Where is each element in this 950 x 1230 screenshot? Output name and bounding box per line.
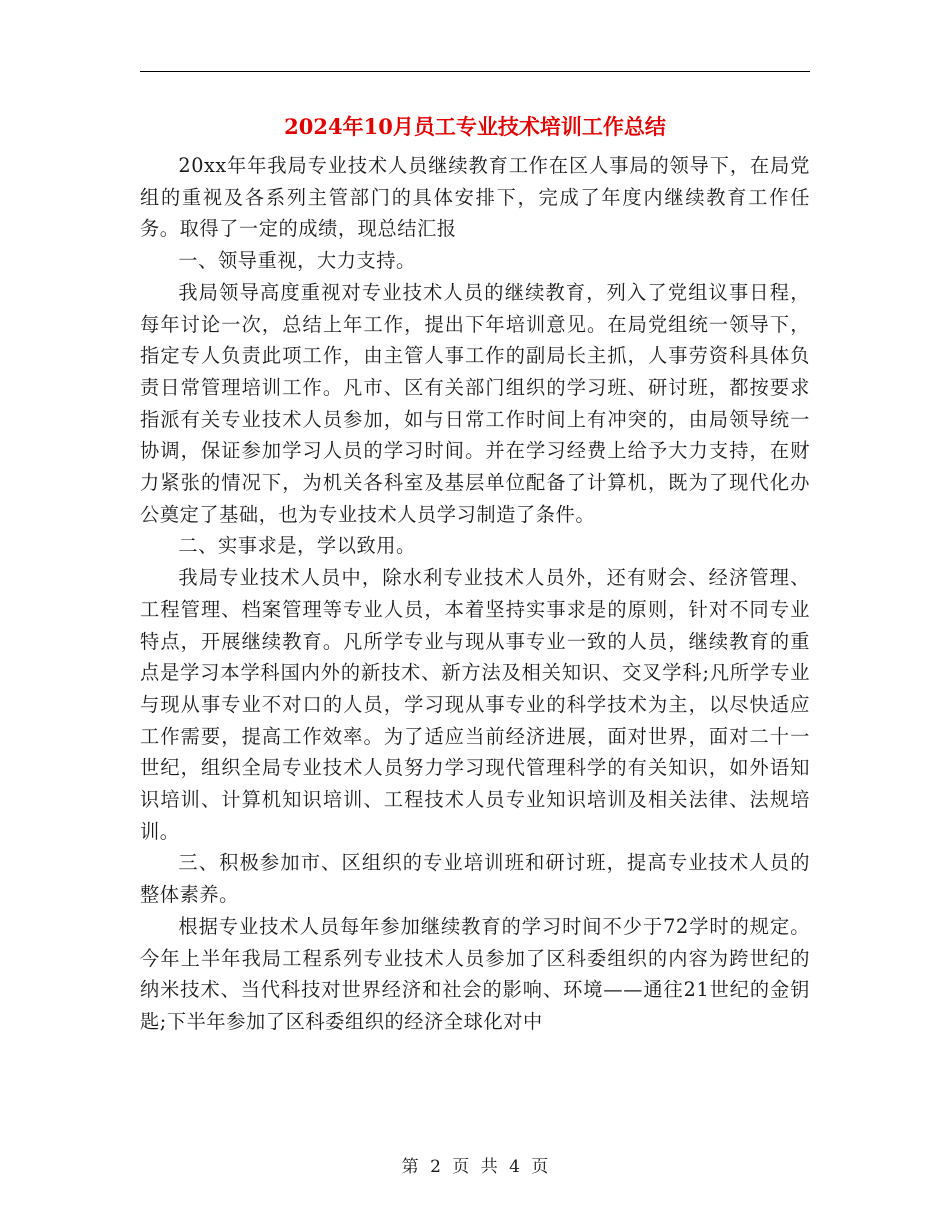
- section-heading-2: 二、实事求是，学以致用。: [178, 534, 416, 558]
- section-heading-1: 一、领导重视，大力支持。: [178, 249, 416, 273]
- section-1-paragraph: 我局领导高度重视对专业技术人员的继续教育，列入了党组议事日程，每年讨论一次，总结上年工作，提出下年培训意见。在局党组统一领导下，指定专人负责此项工作，由主管人事工作的副局长主抓，人事劳资科具体负责日常管理培训工作。凡市、区有关部门组织的学习班、研讨班，都按要求指派有关专业技术人员参加，如与日常工作时间上有冲突的，由局领导统一协调，保证参加学习人员的学习时间。并在学习经费上给予大力支持，在财力紧张的情况下，为机关各科室及基层单位配备了计算机，既为了现代化办公奠定了基础，也为专业技术人员学习制造了条件。: [140, 280, 810, 526]
- section-heading-3: 三、积极参加市、区组织的专业培训班和研讨班，提高专业技术人员的整体素养。: [140, 851, 810, 907]
- header-rule: [140, 71, 810, 72]
- page-number-footer: 第 2 页 共 4 页: [401, 1157, 549, 1177]
- section-3-paragraph: 根据专业技术人员每年参加继续教育的学习时间不少于72学时的规定。今年上半年我局工程系列专业技术人员参加了区科委组织的内容为跨世纪的纳米技术、当代科技对世界经济和社会的影响、环境——通往21世纪的金钥匙;下半年参加了区科委组织的经济全球化对中: [140, 914, 810, 1033]
- intro-paragraph: 20xx年年我局专业技术人员继续教育工作在区人事局的领导下，在局党组的重视及各系列主管部门的具体安排下，完成了年度内继续教育工作任务。取得了一定的成绩，现总结汇报: [140, 154, 810, 241]
- document-body: [140, 150, 810, 1038]
- document-title: 2024年10月员工专业技术培训工作总结: [284, 114, 666, 139]
- section-2-paragraph: 我局专业技术人员中，除水利专业技术人员外，还有财会、经济管理、工程管理、档案管理等专业人员，本着坚持实事求是的原则，针对不同专业特点，开展继续教育。凡所学专业与现从事专业一致的人员，继续教育的重点是学习本学科国内外的新技术、新方法及相关知识、交叉学科;凡所学专业与现从事专业不对口的人员，学习现从事专业的科学技术为主，以尽快适应工作需要，提高工作效率。为了适应当前经济进展，面对世界，面对二十一世纪，组织全局专业技术人员努力学习现代管理科学的有关知识，如外语知识培训、计算机知识培训、工程技术人员专业知识培训及相关法律、法规培训。: [140, 566, 810, 843]
